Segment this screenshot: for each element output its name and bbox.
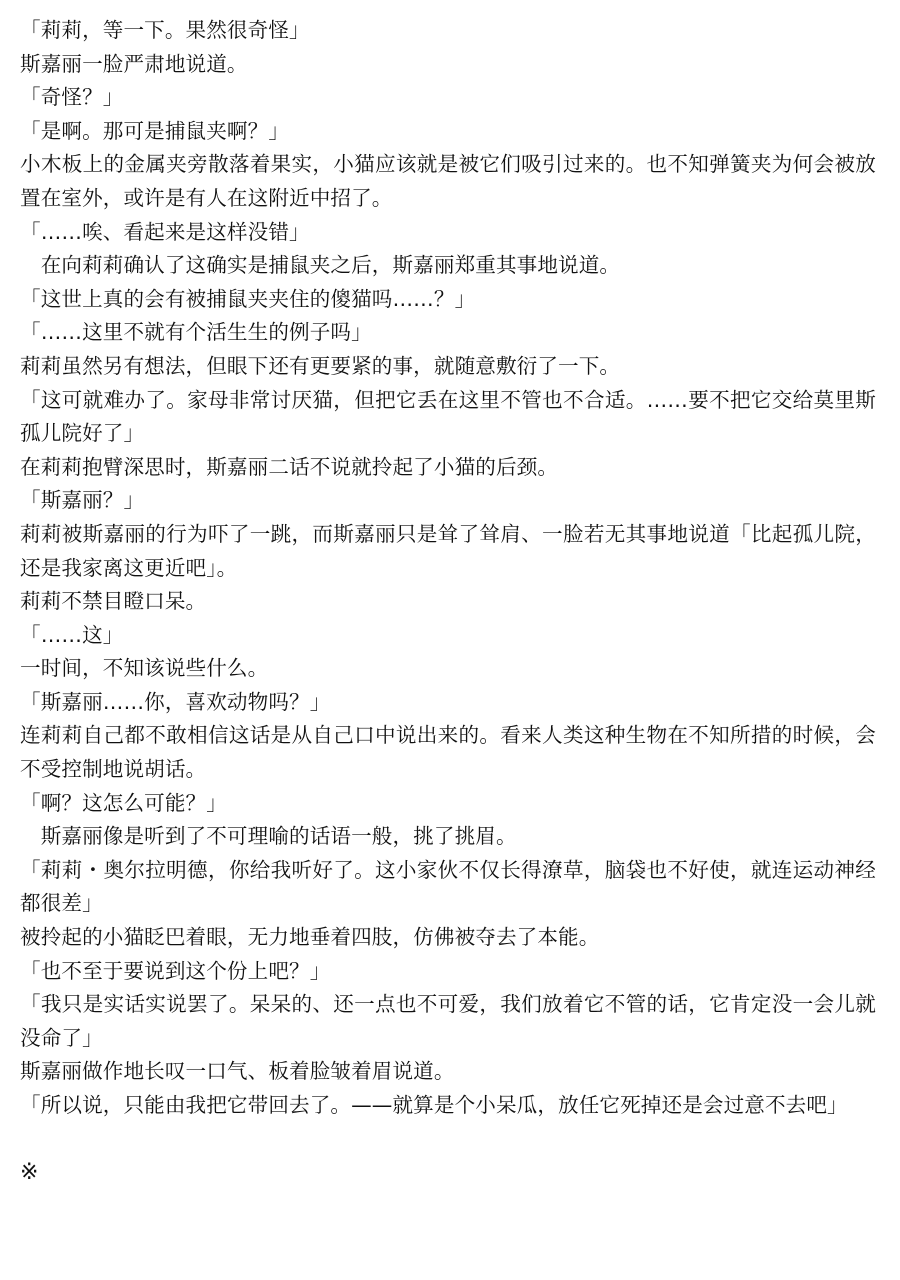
- paragraph: 「……这里不就有个活生生的例子吗」: [20, 320, 372, 345]
- paragraph: 斯嘉丽一脸严肃地说道。: [20, 51, 248, 76]
- paragraph: 斯嘉丽做作地长叹一口气、板着脸皱着眉说道。: [20, 1059, 455, 1084]
- document-page: [20, 14, 876, 1190]
- paragraph: 「斯嘉丽……你，喜欢动物吗？」: [20, 689, 331, 714]
- paragraph: 「莉莉・奥尔拉明德，你给我听好了。这小家伙不仅长得潦草，脑袋也不好使，就连运动神经都很差」: [20, 857, 876, 916]
- paragraph: 「奇怪？」: [20, 85, 124, 110]
- paragraph: 莉莉虽然另有想法，但眼下还有更要紧的事，就随意敷衍了一下。: [20, 353, 621, 378]
- paragraph: 莉莉不禁目瞪口呆。: [20, 589, 207, 614]
- paragraph: 「是啊。那可是捕鼠夹啊？」: [20, 118, 290, 143]
- paragraph: 「斯嘉丽？」: [20, 488, 145, 513]
- paragraph: 一时间，不知该说些什么。: [20, 656, 269, 681]
- paragraph: 在莉莉抱臂深思时，斯嘉丽二话不说就拎起了小猫的后颈。: [20, 454, 559, 479]
- section-break-mark: ※: [20, 1160, 39, 1186]
- paragraph: 「这可就难办了。家母非常讨厌猫，但把它丢在这里不管也不合适。……要不把它交给莫里斯孤儿院好了」: [20, 387, 876, 446]
- paragraph: 「这世上真的会有被捕鼠夹夹住的傻猫吗……？」: [20, 286, 476, 311]
- paragraph: 「我只是实话实说罢了。呆呆的、还一点也不可爱，我们放着它不管的话，它肯定没一会儿就没命了」: [20, 992, 876, 1050]
- paragraph: 「……唉、看起来是这样没错」: [20, 219, 310, 244]
- paragraph: 「所以说，只能由我把它带回去了。——就算是个小呆瓜，放任它死掉还是会过意不去吧」: [20, 1093, 848, 1117]
- blank-line: [20, 1123, 876, 1157]
- paragraph: 斯嘉丽像是听到了不可理喻的话语一般，挑了挑眉。: [20, 824, 517, 849]
- paragraph: 被拎起的小猫眨巴着眼，无力地垂着四肢，仿佛被夺去了本能。: [20, 925, 600, 950]
- paragraph: 小木板上的金属夹旁散落着果实，小猫应该就是被它们吸引过来的。也不知弹簧夹为何会被放置在室外，或许是有人在这附近中招了。: [20, 152, 876, 210]
- paragraph: 「也不至于要说到这个份上吧？」: [20, 958, 331, 983]
- paragraph: 「莉莉，等一下。果然很奇怪」: [20, 18, 310, 42]
- paragraph: 「啊？这怎么可能？」: [20, 790, 227, 815]
- paragraph: 莉莉被斯嘉丽的行为吓了一跳，而斯嘉丽只是耸了耸肩、一脸若无其事地说道「比起孤儿院，还是我家离这更近吧」。: [20, 521, 876, 580]
- paragraph: 连莉莉自己都不敢相信这话是从自己口中说出来的。看来人类这种生物在不知所措的时候，会不受控制地说胡话。: [20, 723, 876, 782]
- paragraph: 在向莉莉确认了这确实是捕鼠夹之后，斯嘉丽郑重其事地说道。: [20, 253, 621, 278]
- paragraph: 「……这」: [20, 622, 124, 647]
